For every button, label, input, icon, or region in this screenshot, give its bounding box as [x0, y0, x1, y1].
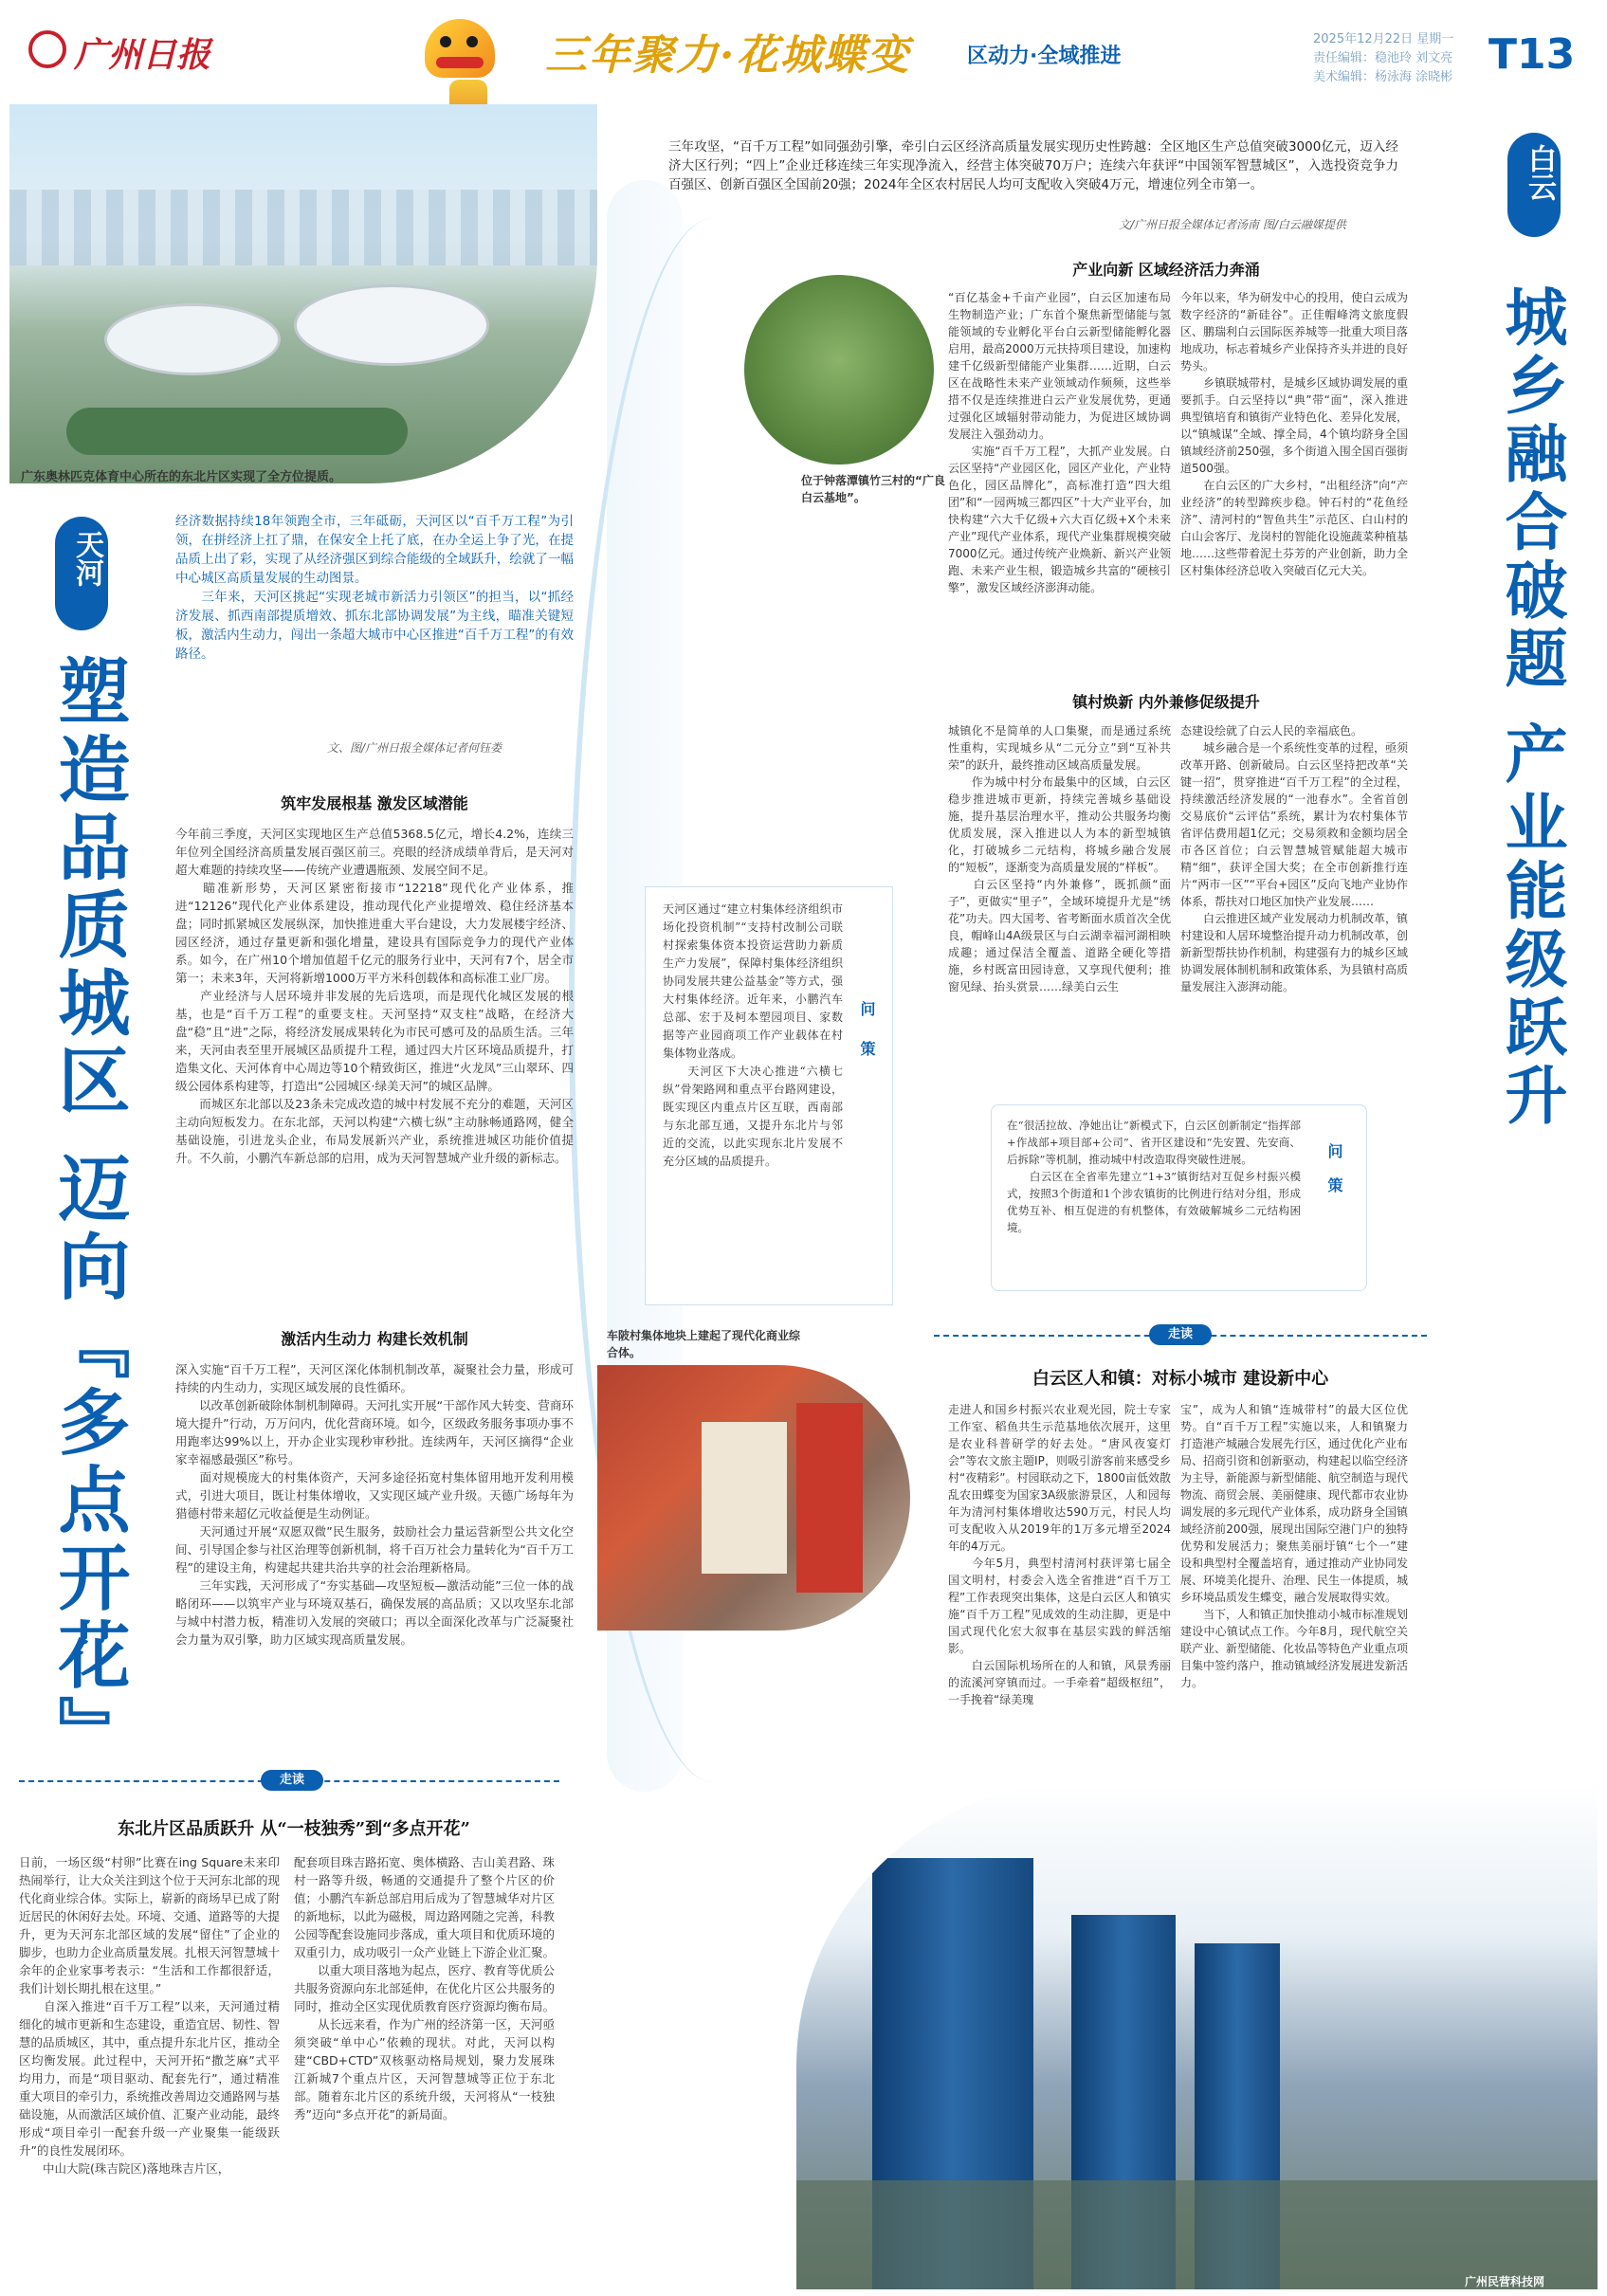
tianhe-wen-ce-label: 问策 [858, 1001, 876, 1081]
baiyun-s2-col1: 城镇化不是简单的人口集聚，而是通过系统性重构，实现城乡从“二元分立”到“互补共荣”的跃升，最终推动区域高质量发展。 作为城中村分布最集中的区域，白云区稳步推进城市更新，持续完善城乡基础设施，提升基层治理水平，推动公共服务均衡优质发展，深入推进以人为本的新型城镇化，打破城乡二元结构，将城乡融合发展的“短板”，逐渐变为高质量发展的“样板”。 白云区坚持“内外兼修”，既抓颜“面子”，更做实“里子”，全域环境提升尤是“绣花”功夫。四大国考、省考断面水质首次全优良，帽峰山4A级景区与白云湖幸福河湖相映成趣；通过保洁全覆盖、道路全硬化等措施，乡村既富田园诗意，又享现代便利；推窗见绿、抬头赏景……绿美白云生 [948, 724, 1171, 993]
baiyun-wen-ce-label: 问策 [1325, 1143, 1343, 1212]
tianhe-s1-body: 今年前三季度，天河区实现地区生产总值5368.5亿元，增长4.2%，连续三年位列全国经济高质量发展百强区前三。亮眼的经济成绩单背后，是天河对超大难题的持续攻坚——传统产业遭遇瓶颈、发展空间不足。 瞄准新形势，天河区紧密衔接市“12218”现代化产业体系，推进“12126”现代化产业体系建设，推动现代化产业提增效、稳住经济基本盘；同时抓紧城区发展纵深，加快推进重大平台建设，大力发展楼宇经济、园区经济，通过存量更新和强化增量，建设具有国际竞争力的现代产业体系。如今，在广州10个增加值超千亿元的服务行业中，天河有7个，居全市第一；未来3年，天河将新增1000万平方米科创载体和高标准工业厂房。 产业经济与人居环境并非发展的先后选项，而是现代化城区发展的根基，也是“百千万工程”的重要支柱。天河坚持“双支柱”战略，在经济大盘“稳”且“进”之际，将经济发展成果转化为市民可感可及的品质生活。三年来，天河由表至里开展城区品质提升工程，通过四大片区环境品质提升，打造集文化、天河体育中心周边等10个精致街区，推进“火龙凤”三山翠环、四级公园体系构建等，打造出“公园城区·绿美天河”的城区品牌。 而城区东北部以及23条未完成改造的城中村发展不充分的难题，天河区主动向短板发力。在东北部，天河以构建“六横七纵”主动脉畅通路网，健全基础设施，引进龙头企业，布局发展新兴产业，系统推进城区功能价值提升。不久前，小鹏汽车新总部的启用，成为天河智慧城产业升级的新标志。 [175, 827, 574, 1165]
market-photo-caption: 车陂村集体地块上建起了现代化商业综合体。 [607, 1329, 801, 1359]
logo-mark-icon [28, 30, 66, 68]
paper-logo [28, 27, 247, 74]
tianhe-s3-col1: 日前，一场区级“村卵”比赛在ing Square未来印热闹举行，让大众关注到这个位于天河东北部的现代化商业综合体。实际上，崭新的商场早已成了附近居民的休闲好去处。环境、交通、道路等的大提升，更为天河东北部区域的发展“留住”了企业的脚步，也助力企业高质量发展。扎根天河智慧城十余年的企业家事考表示：“生活和工作都很舒适，我们计划长期扎根在这里。” 自深入推进“百千万工程”以来，天河通过精细化的城市更新和生态建设，重造宜居、韧性、智慧的品质城区，其中，重点提升东北片区，推动全区均衡发展。此过程中，天河开拓“撒芝麻”式平均用力，而是“项目驱动、配套先行”，通过精准重大项目的牵引力，系统推改善周边交通路网与基础设施，从而激活区域价值、汇聚产业动能，最终形成“项目牵引一配套升级一产业聚集一能级跃升”的良性发展闭环。 中山大院(珠吉院区)落地珠吉片区， [19, 1855, 280, 2176]
stadium-photo [9, 104, 597, 483]
baiyun-badge [1507, 133, 1561, 237]
tianhe-s1-title: 筑牢发展根基 激发区域潜能 [281, 794, 468, 812]
baiyun-s3-col1: 走进人和国乡村振兴农业观光园，院士专家工作室、稻鱼共生示范基地依次展开，这里是农业科普研学的好去处。“唐风夜宴灯会”等农文旅主题IP，则吸引游客前来感受乡村“夜精彩”。村园联动之下，1800亩低效散乱农田蝶变为国家3A级旅游景区，人和园每年为清河村集体增收达590万元，村民人均可支配收入从2019年的1万多元增至2024年的4万元。 今年5月，典型村清河村获评第七届全国文明村，村委会入选全省推进“百千万工程”工作表现突出集体，这是白云区人和镇实施“百千万工程”见成效的生动注脚，更是中国式现代化宏大叙事在基层实践的鲜活缩影。 白云国际机场所在的人和镇，风景秀丽的流溪河穿镇而过。一手牵着“超级枢纽”，一手挽着“绿美瑰 [948, 1403, 1171, 1706]
baiyun-s2-col2: 态建设绘就了白云人民的幸福底色。 城乡融合是一个系统性变革的过程，亟须改革开路、创新破局。白云区坚持把改革“关键一招”，贯穿推进“百千万工程”的全过程，持续激活经济发展的“一池春水”。全省首创交易底价“云评估”系统，累计为农村集体节省评估费用超1亿元；交易须救和金额均居全市各区首位；白云智慧城管赋能超大城市精“细”，获评全国大奖；在全市创新推行连片“两市一区”“平台+园区”反向飞地产业协作体系，帮扶对口地区加快产业发展…… 白云推进区域产业发展动力机制改革，镇村建设和人居环境整治提升动力机制改革，创新新型帮扶协作机制，构建强有力的城乡区域协调发展体制机制和政策体系，为县镇村高质量发展注入澎湃动能。 [1180, 724, 1408, 993]
farm-base-photo [744, 275, 934, 465]
tianhe-zou-du-label: 走读 [261, 1770, 323, 1791]
page-number: T13 [1488, 30, 1576, 79]
baiyun-wen-ce-text: 在“很活拉故、净她出让”新模式下，白云区创新制定“指挥部+作战部+项目部+公司”、省开区建设和“先安置、先安商、后拆除”等机制，推动城中村改造取得突破性进展。 白云区在全省率先建立“1+3”镇街结对互促乡村振兴模式，按照3个街道和1个涉农镇街的比例进行结对分组，形成优势互补、相互促进的有机整体，有效破解城乡二元结构困境。 [1007, 1119, 1301, 1234]
market-photo [597, 1365, 910, 1631]
baiyun-s3-title: 白云区人和镇：对标小城市 建设新中心 [1032, 1369, 1329, 1389]
tianhe-s3-col2: 配套项目珠吉路拓宽、奥体横路、吉山美君路、珠村一路等升级，畅通的交通提升了整个片区的价值；小鹏汽车新总部启用后成为了智慧城华对片区的新地标，以此为磁极，周边路网随之完善，科教公园等配套设施同步落成，重大项目和优质环境的双重引力，成功吸引一众产业链上下游企业汇聚。 以重大项目落地为起点，医疗、教育等优质公共服务资源向东北部延伸，在优化片区公共服务的同时，推动全区实现优质教育医疗资源均衡布局。 从长远来看，作为广州的经济第一区，天河亟须突破“单中心”依赖的现状。对此，天河以构建“CBD+CTD”双核驱动格局规划，聚力发展珠江新城7个重点片区，天河智慧城等正位于东北部。随着东北片区的系统升级，天河将从“一枝独秀”迈向“多点开花”的新局面。 [294, 1855, 555, 2122]
tianhe-s2-title: 激活内生动力 构建长效机制 [281, 1330, 468, 1348]
baiyun-s1-col1: “百亿基金+千亩产业园”，白云区加速布局生物制造产业；广东首个聚焦新型储能与氢能领域的专业孵化平台白云新型储能孵化器启用，最高2000万元扶持项目建设，加速构建千亿级新型储能产业集群……近期，白云区在战略性未来产业领域动作频频，这些举措不仅是连续推进白云产业发展优势，更通过强化区域辐射带动能力，为促进区域协调发展注入强劲动力。 实施“百千万工程”，大抓产业发展。白云区坚持“产业园区化，园区产业化，产业特色化，园区品牌化”，高标准打造“四大组团”和“一园两城三都四区”十大产业平台，加快构建“六大千亿级+六大百亿级+X个未来产业”现代产业体系，现代产业集群规模突破7000亿元。通过传统产业焕新、新兴产业领跑、未来产业生根，锻造城乡共富的“硬核引擎”，激发区域经济澎湃动能。 [948, 291, 1171, 594]
tianhe-s3-title: 东北片区品质跃升 从“一枝独秀”到“多点开花” [118, 1819, 470, 1839]
baiyun-byline: 文/广州日报全媒体记者汤南 图/白云融媒提供 [1119, 218, 1346, 231]
baiyun-wen-ce-box [991, 1104, 1367, 1291]
renhe-towers-photo [796, 1782, 1598, 2289]
tianhe-headline: 塑造品质城区 迈向『多点开花』 [46, 654, 131, 1774]
tianhe-wen-ce-text: 天河区通过“建立村集体经济组织市场化投资机制”“支持村改制公司联村探索集体资本投资运营助力新质生产力发展”，保障村集体经济组织协同发展共建公益基金”等方式，强大村集体经济。近年来，小鹏汽车总部、宏于及柯本塑园项目、家数据等产业园商项工作产业载体在村集体物业落成。 天河区下大决心推进“六横七纵”骨架路网和重点平台路网建设，既实现区内重点片区互联，西南部与东北部互通，又提升东北片与邻近的交流，以此实现东北片发展不充分区域的品质提升。 [663, 902, 843, 1168]
stadium-photo-caption: 广东奥林匹克体育中心所在的东北片区实现了全方位提质。 [21, 470, 342, 484]
tianhe-byline: 文、图/广州日报全媒体记者何钰娄 [327, 741, 502, 755]
baiyun-s1-title: 产业向新 区域经济活力奔涌 [1072, 261, 1260, 279]
baiyun-headline: 城乡融合破题 产业能级跃升 [1494, 284, 1568, 1131]
baiyun-s3-col2: 宝”，成为人和镇“连城带村”的最大区位优势。自“百千万工程”实施以来，人和镇聚力打造港产城融合发展先行区，通过优化产业布局、招商引资和创新驱动，构建起以临空经济为主导，新能源与新型储能、航空制造与现代物流、商贸会展、美丽健康、现代都市农业协调发展的多元现代产业体系，成功跻身全国镇域经济前200强，展现出国际空港门户的独特优势和发展活力；聚焦美丽圩镇“七个一”建设和典型村全覆盖培育，通过推动产业协同发展、环境美化提升、治理、民生一体提质，城乡环境品质发生蝶变，融合发展取得实效。 当下，人和镇正加快推动小城市标准规划建设中心镇试点工作。今年8月，现代航空关联产业、新型储能、化妆品等特色产业重点项目集中签约落户，推动镇域经济发展进发新活力。 [1180, 1403, 1408, 1689]
tianhe-s2-body: 深入实施“百千万工程”，天河区深化体制机制改革，凝聚社会力量，形成可持续的内生动力，实现区域发展的良性循环。 以改革创新破除体制机制障碍。天河扎实开展“干部作风大转变、营商环境大提升”行动，万万问内，优化营商环境。如今，区级政务服务事项办事不用跑率达99%以上，开办企业实现秒审秒批。连续两年，天河区摘得“企业家幸福感最强区”称号。 面对规模庞大的村集体资产，天河多途径拓宽村集体留用地开发利用模式，引进大项目，既让村集体增收，又实现区域产业升级。天德广场每年为猎德村带来超亿元收益便是生动例证。 天河通过开展“双愿双微”民生服务，鼓励社会力量运营新型公共文化空间、引导国企参与社区治理等创新机制，将千百万社会力量转化为“百千万工程”的建设主角，构建起共建共治共享的社会治理新格局。 三年实践，天河形成了“夯实基础—攻坚短板—激活动能”三位一体的战略闭环——以筑牢产业与环境双基石，确保发展的高品质；又以攻坚东北部与城中村潜力板，精准切入发展的突破口；再以全面深化改革与广泛凝聚社会力量为双引擎，助力区域实现高质量发展。 [175, 1362, 574, 1647]
bottom-credit: 广州民营科技网 [1465, 2275, 1545, 2288]
tianhe-badge-text: 天河 [70, 530, 103, 587]
banner-title: 三年聚力·花城蝶变 [545, 31, 911, 80]
tianhe-intro: 经济数据持续18年领跑全市，三年砥砺，天河区以“百千万工程”为引领，在拼经济上扛了鼎，在保安全上托了底，在办全运上争了光，在提品质上出了彩，实现了从经济强区到综合能级的全域跃升，绘就了一幅中心城区高质量发展的生动图景。 三年来，天河区挑起“实现老城市新活力引领区”的担当，以“抓经济发展、抓西南部提质增效、抓东北部协调发展”为主线，瞄准关键短板，激活内生动力，闯出一条超大城市中心区推进“百千万工程”的有效路径。 [175, 514, 574, 662]
baiyun-intro: 三年攻坚，“百千万工程”如同强劲引擎，牵引白云区经济高质量发展实现历史性跨越：全区地区生产总值突破3000亿元，迈入经济大区行列；“四上”企业迁移连续三年实现净流入，经营主体突破70万户；连续六年获评“中国领军智慧城区”，入选投资竞争力百强区、创新百强区全国前20强；2024年全区农村居民人均可支配收入突破4万元，增速位列全市第一。 [668, 139, 1398, 192]
tianhe-badge [55, 517, 108, 630]
baiyun-badge-text: 白云 [1523, 144, 1556, 201]
editor-line-2: 美术编辑：杨泳海 涂晓彬 [1313, 70, 1453, 84]
editor-line-1: 责任编辑：稳池玲 刘文亮 [1313, 51, 1453, 65]
baiyun-s1-col2: 今年以来，华为研发中心的投用，使白云成为数字经济的“新硅谷”。正佳帽峰湾文旅度假区、鹏瑞利白云国际医养城等一批重大项目落地成功，标志着城乡产业保持齐头并进的良好势头。 乡镇联城带村，是城乡区域协调发展的重要抓手。白云坚持以“典”带“面”，深入推进典型镇培育和镇街产业特色化、差异化发展，以“镇城谋”全域、撑全局，4个镇均跻身全国镇域经济前250强，多个街道入围全国百强街道500强。 在白云区的广大乡村，“出租经济”向“产业经济”的转型蹄疾步稳。钟石村的“花鱼经济”、清河村的“智鱼共生”示范区、白山村的白山会客厅、龙岗村的智能化设施蔬菜种植基地……这些带着泥土芬芳的产业创新，助力全区村集体经济总收入突破百亿元大关。 [1180, 291, 1408, 577]
issue-date: 2025年12月22日 星期一 [1313, 32, 1454, 46]
paper-name: 广州日报 [74, 35, 211, 75]
baiyun-s2-title: 镇村焕新 内外兼修促级提升 [1072, 693, 1260, 711]
masthead [0, 0, 1607, 104]
section-tag: 区动力·全域推进 [967, 45, 1122, 68]
tianhe-wen-ce-box [645, 886, 893, 1305]
baiyun-zou-du-label: 走读 [1149, 1324, 1212, 1345]
farm-base-caption: 位于钟落潭镇竹三村的“广良白云基地”。 [801, 474, 945, 504]
